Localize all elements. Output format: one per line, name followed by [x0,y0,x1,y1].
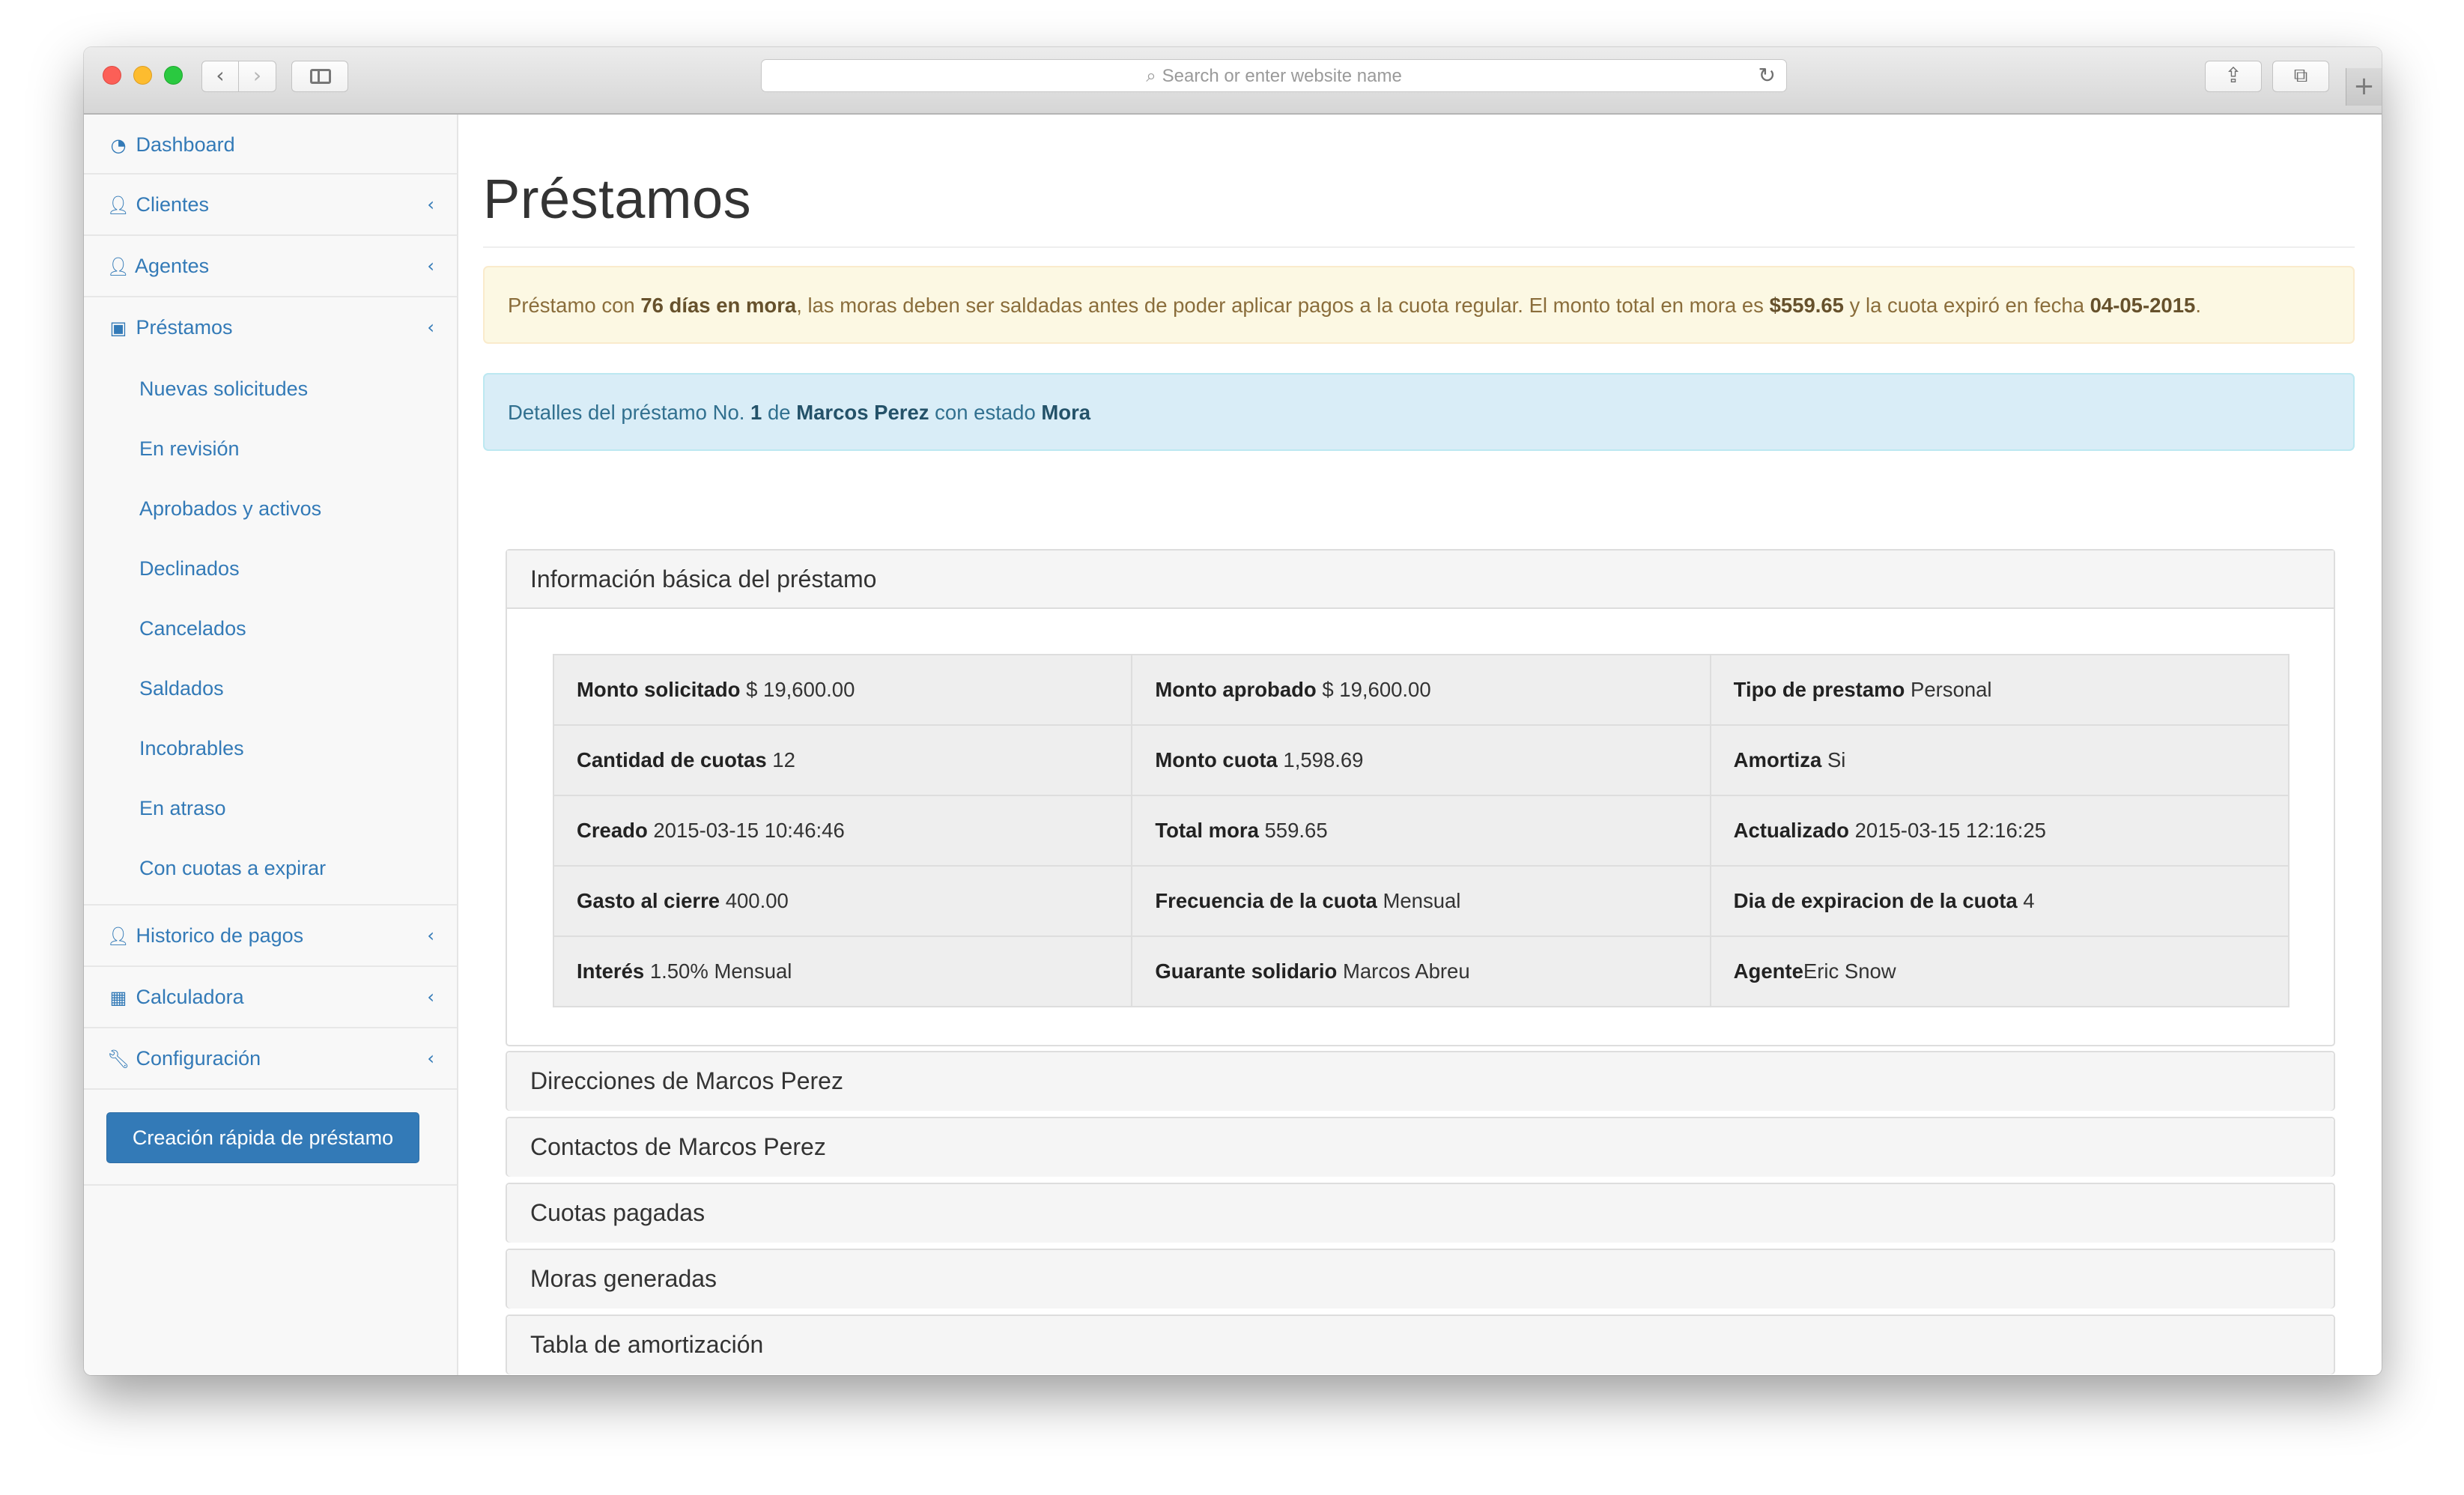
address-placeholder: Search or enter website name [1162,66,1402,86]
sidebar-subitem-cuotas-a-expirar[interactable]: Con cuotas a expirar [139,857,327,879]
chevron-left-icon: ‹ [427,925,434,946]
table-row [553,936,2289,1007]
table-row [553,866,2289,936]
field-label: Guarante solidario [1155,959,1338,983]
table-cell [1711,795,2289,866]
field-value: 559.65 [1258,819,1328,842]
sidebar-item-dashboard[interactable] [84,115,457,175]
sidebar-item-calculadora[interactable] [84,967,457,1028]
user-icon: 👤︎ [106,256,130,277]
table-row [553,795,2289,866]
forward-button[interactable] [239,61,276,92]
sidebar-item-label: Configuración [136,1047,261,1070]
field-label: Monto cuota [1155,748,1278,771]
reload-icon[interactable]: ↻ [1758,63,1776,88]
prestamos-submenu [84,359,457,906]
overdue-days: 76 días en mora [640,294,797,317]
info-text: con estado [929,401,1042,424]
panel-tabla-amortizacion [506,1314,2335,1374]
field-value: 12 [766,748,795,771]
sidebar-subitem-en-atraso[interactable]: En atraso [139,797,226,819]
warning-text: , las moras deben ser saldadas antes de poder aplicar pagos a la cuota regular. El monto total en mora es [796,294,1770,317]
sidebar-item-label: Dashboard [136,133,235,156]
field-value: $ 19,600.00 [740,678,855,701]
browser-toolbar [84,47,2382,115]
field-value: 1.50% Mensual [644,959,792,983]
sidebar-subitem-en-revision[interactable]: En revisión [139,437,240,460]
sidebar-subitem-declinados[interactable]: Declinados [139,557,240,580]
basic-info-table [553,654,2289,1007]
panel-heading-direcciones[interactable]: Direcciones de Marcos Perez [507,1052,2334,1111]
chevron-left-icon: ‹ [427,194,434,215]
loan-status: Mora [1041,401,1091,424]
field-label: Gasto al cierre [577,889,720,912]
sidebar-item-prestamos[interactable] [84,297,457,359]
sidebar-item-configuracion[interactable] [84,1028,457,1090]
loan-details-info-alert [483,373,2355,451]
field-value: Mensual [1377,889,1461,912]
panel-direcciones [506,1051,2335,1111]
sidebar-item-label: Clientes [136,193,210,216]
browser-window [84,47,2382,1375]
wrench-icon: 🔧︎ [106,1049,130,1070]
table-cell [1132,795,1710,866]
plus-icon: + [2353,71,2375,101]
table-cell [1711,936,2289,1007]
field-label: Cantidad de cuotas [577,748,767,771]
loan-icon: ▣ [109,318,127,339]
sidebar-item-label: Historico de pagos [136,924,304,947]
chevron-left-icon: ‹ [427,986,434,1007]
table-cell [1132,725,1710,795]
sidebar-subitem-incobrables[interactable]: Incobrables [139,737,244,759]
field-label: Total mora [1155,819,1259,842]
sidebar-item-agentes[interactable] [84,236,457,297]
warning-text: . [2195,294,2201,317]
table-cell [553,866,1132,936]
field-label: Dia de expiracion de la cuota [1733,889,2018,912]
table-cell [1132,936,1710,1007]
chevron-left-icon: ‹ [427,1048,434,1069]
table-cell [1711,655,2289,725]
sidebar-item-clientes[interactable] [84,175,457,236]
panel-heading-contactos[interactable]: Contactos de Marcos Perez [507,1118,2334,1177]
table-cell [553,795,1132,866]
field-value: Personal [1905,678,1992,701]
field-value: Marcos Abreu [1337,959,1470,983]
panel-heading-cuotas-pagadas[interactable]: Cuotas pagadas [507,1184,2334,1243]
field-label: Tipo de prestamo [1733,678,1905,701]
panel-cuotas-pagadas [506,1183,2335,1243]
field-label: Creado [577,819,648,842]
field-label: Interés [577,959,645,983]
field-value: Si [1821,748,1846,771]
info-text: de [762,401,797,424]
tabs-icon: ⧉ [2293,64,2308,87]
field-label: Amortiza [1733,748,1822,771]
user-icon: 👤︎ [106,926,130,947]
basic-info-panel [506,549,2335,1046]
panel-heading-moras-generadas[interactable]: Moras generadas [507,1250,2334,1308]
zoom-window-button[interactable] [164,66,183,85]
app-sidebar [84,115,458,1375]
sidebar-subitem-cancelados[interactable]: Cancelados [139,617,246,640]
address-bar[interactable] [761,59,1787,92]
sidebar-item-historico-pagos[interactable] [84,906,457,967]
close-window-button[interactable] [103,66,121,85]
table-cell [553,725,1132,795]
field-label: Monto solicitado [577,678,741,701]
sidebar-subitem-saldados[interactable]: Saldados [139,677,224,700]
panel-heading-tabla-amortizacion[interactable]: Tabla de amortización [507,1316,2334,1374]
chevron-left-icon: ‹ [427,255,434,276]
sidebar-subitem-aprobados-activos[interactable]: Aprobados y activos [139,497,322,520]
main-content [458,115,2382,1375]
warning-text: Préstamo con [508,294,641,317]
share-icon: ⇪ [2224,63,2242,88]
title-divider [483,246,2355,248]
dashboard-icon: ◔ [110,135,127,156]
table-row [553,725,2289,795]
chevron-left-icon: ‹ [427,317,434,338]
loan-number: 1 [750,401,762,424]
panel-contactos [506,1117,2335,1177]
search-icon: ⌕ [1146,65,1156,86]
overdue-warning-alert [483,266,2355,344]
sidebar-subitem-nuevas-solicitudes[interactable]: Nuevas solicitudes [139,377,309,400]
table-cell [553,655,1132,725]
sidebar-item-label: Préstamos [136,316,233,339]
field-value: 2015-03-15 12:16:25 [1848,819,2046,842]
field-label: Monto aprobado [1155,678,1317,701]
calculator-icon: ▦ [109,987,127,1008]
field-label: Agente [1733,959,1803,983]
field-value: 2015-03-15 10:46:46 [647,819,845,842]
field-value: 4 [2017,889,2035,912]
show-tabs-button[interactable] [2272,61,2329,92]
field-value: 400.00 [720,889,789,912]
table-cell [1132,655,1710,725]
user-icon: 👤︎ [106,195,130,216]
sidebar-item-label: Agentes [135,255,210,277]
quick-create-loan-button[interactable]: Creación rápida de préstamo [106,1112,419,1163]
panel-moras-generadas [506,1249,2335,1308]
table-cell [553,936,1132,1007]
overdue-amount: $559.65 [1769,294,1844,317]
chevron-right-icon: › [252,63,262,88]
field-label: Frecuencia de la cuota [1155,889,1377,912]
field-value: $ 19,600.00 [1316,678,1431,701]
new-tab-button[interactable] [2346,68,2382,106]
client-name: Marcos Perez [796,401,929,424]
minimize-window-button[interactable] [133,66,152,85]
table-row [553,655,2289,725]
info-text: Detalles del préstamo No. [508,401,751,424]
sidebar-icon [310,69,331,84]
sidebar-item-label: Calculadora [136,986,244,1008]
field-value: Eric Snow [1803,959,1896,983]
sidebar-toggle-button[interactable] [291,61,348,92]
table-cell [1132,866,1710,936]
field-value: 1,598.69 [1277,748,1364,771]
expiry-date: 04-05-2015 [2090,294,2196,317]
basic-info-panel-heading[interactable]: Información básica del préstamo [507,551,2334,609]
table-cell [1711,866,2289,936]
page-title: Préstamos [483,168,752,230]
back-button[interactable] [201,61,239,92]
field-label: Actualizado [1733,819,1849,842]
warning-text: y la cuota expiró en fecha [1843,294,2090,317]
table-cell [1711,725,2289,795]
share-button[interactable] [2205,61,2262,92]
quick-action-area [84,1090,457,1186]
chevron-left-icon: ‹ [216,63,225,88]
